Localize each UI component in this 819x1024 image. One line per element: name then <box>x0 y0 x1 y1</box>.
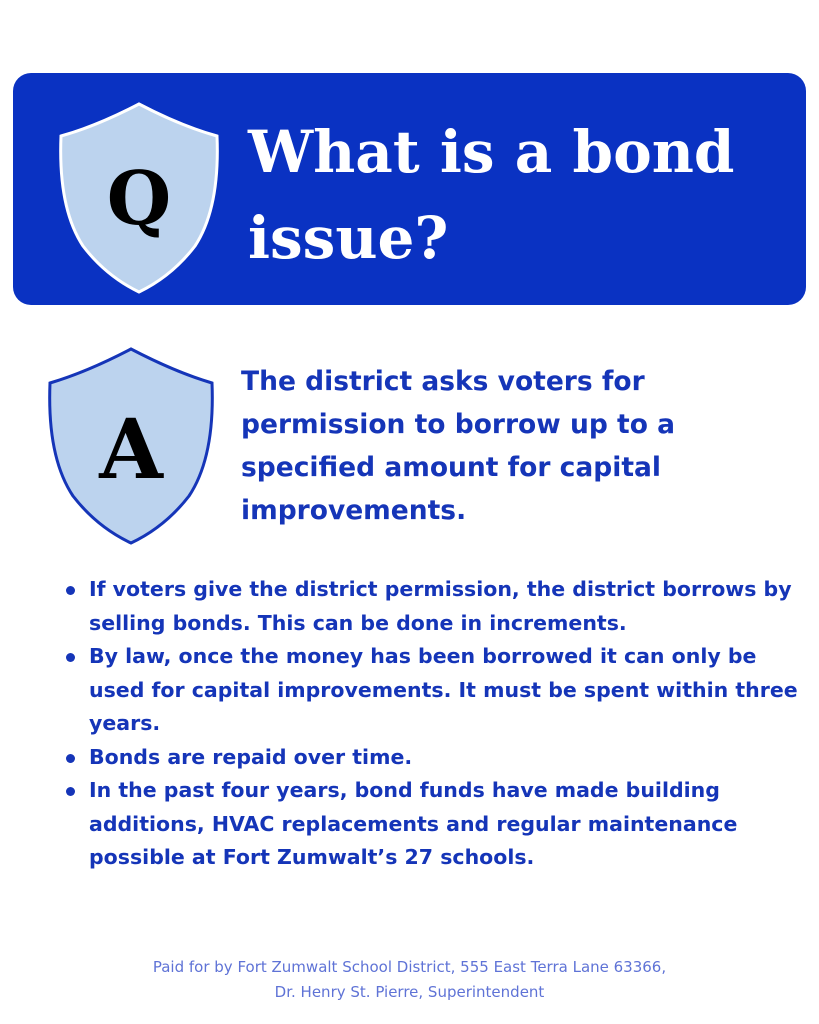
answer-text: The district asks voters for permission to borrow up to a specified amount for capital improvements. <box>241 366 676 526</box>
bullet-item <box>63 573 803 640</box>
answer-badge-letter: A <box>99 402 163 498</box>
bullet-dot <box>66 586 75 595</box>
bullet-text: In the past four years, bond funds have made building additions, HVAC replacements and regular maintenance possible at Fort Zumwalt’s 27 schools. <box>89 778 738 869</box>
bullet-list <box>63 573 803 875</box>
bullet-text: Bonds are repaid over time. <box>89 744 413 769</box>
bullet-item <box>63 774 803 875</box>
bullet-dot <box>66 754 75 763</box>
bullet-item <box>63 640 803 741</box>
footer-line-1: Paid for by Fort Zumwalt School District, 555 East Terra Lane 63366, <box>152 958 667 976</box>
bullet-dot <box>66 653 75 662</box>
bullet-text: By law, once the money has been borrowed it can only be used for capital improvements. It must be spent within three years. <box>89 644 798 735</box>
bullet-dot <box>66 787 75 796</box>
bullet-text: If voters give the district permission, the district borrows by selling bonds. This can be done in increments. <box>89 577 792 635</box>
answer-shield-icon <box>46 345 216 547</box>
question-title: What is a bond issue? <box>248 118 735 272</box>
question-shield-icon <box>57 100 221 296</box>
question-badge-letter: Q <box>106 156 172 242</box>
footer-line-2: Dr. Henry St. Pierre, Superintendent <box>274 983 545 1001</box>
question-banner <box>13 73 806 305</box>
bullet-item <box>63 741 803 775</box>
footer-disclaimer <box>0 955 819 1005</box>
